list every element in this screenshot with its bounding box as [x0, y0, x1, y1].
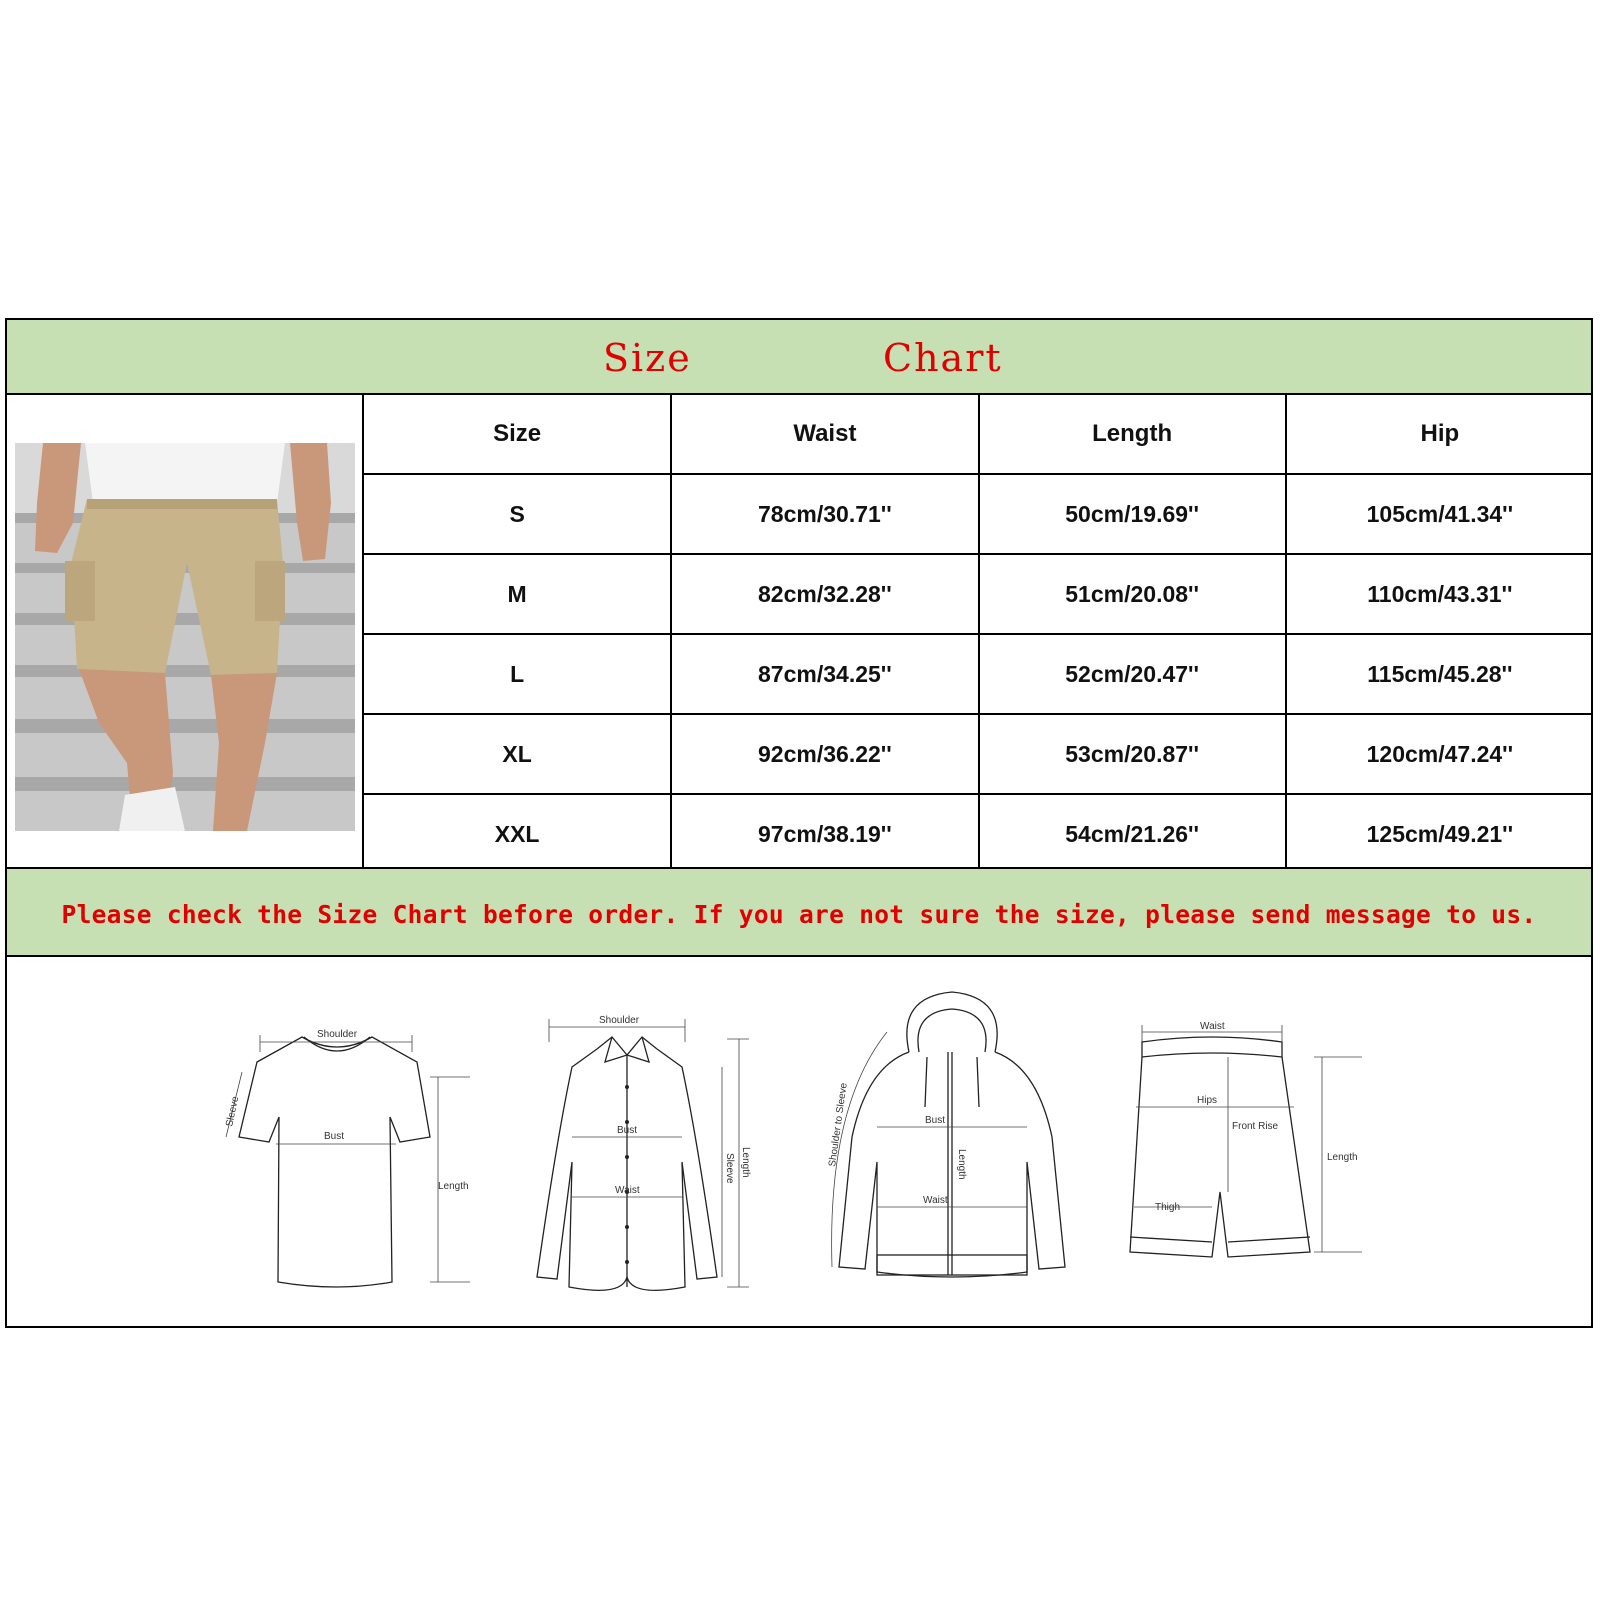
column-header: Waist	[671, 395, 978, 474]
tshirt-shoulder-label: Shoulder	[317, 1029, 358, 1040]
shorts-diagram-icon	[1122, 957, 1392, 1327]
table-cell: 87cm/34.25''	[671, 634, 978, 714]
table-cell: 78cm/30.71''	[671, 474, 978, 554]
hoodie-waist-label: Waist	[923, 1195, 948, 1206]
shirt-length-label: Length	[740, 1147, 751, 1178]
table-cell: S	[364, 474, 671, 554]
table-row	[364, 714, 1593, 794]
tshirt-sleeve-label: Sleeve	[224, 1095, 242, 1128]
table-cell: 50cm/19.69''	[979, 474, 1286, 554]
table-row	[364, 474, 1593, 554]
tshirt-length-label: Length	[438, 1181, 469, 1192]
table-cell: 125cm/49.21''	[1286, 794, 1593, 874]
table-cell: XL	[364, 714, 671, 794]
column-header: Size	[364, 395, 671, 474]
tshirt-bust-label: Bust	[324, 1131, 345, 1142]
table-cell: XXL	[364, 794, 671, 874]
table-cell: L	[364, 634, 671, 714]
shirt-bust-label: Bust	[617, 1125, 638, 1136]
product-photo-cell	[7, 395, 364, 867]
table-cell: 92cm/36.22''	[671, 714, 978, 794]
tshirt-diagram-icon	[212, 957, 482, 1327]
shorts-length-label: Length	[1327, 1152, 1358, 1163]
title-band	[7, 320, 1591, 395]
table-header-row	[364, 395, 1593, 474]
shorts-waist-label: Waist	[1200, 1021, 1225, 1032]
hoodie-diagram-icon	[827, 957, 1077, 1327]
product-photo	[15, 443, 355, 831]
table-cell: 115cm/45.28''	[1286, 634, 1593, 714]
shirt-diagram-icon	[527, 957, 777, 1327]
table-cell: 120cm/47.24''	[1286, 714, 1593, 794]
table-cell: 110cm/43.31''	[1286, 554, 1593, 634]
table-cell: 82cm/32.28''	[671, 554, 978, 634]
table-cell: 52cm/20.47''	[979, 634, 1286, 714]
hoodie-bust-label: Bust	[925, 1115, 946, 1126]
shorts-thigh-label: Thigh	[1155, 1202, 1181, 1213]
measurement-diagrams	[7, 957, 1591, 1327]
table-cell: 54cm/21.26''	[979, 794, 1286, 874]
shirt-sleeve-label: Sleeve	[724, 1153, 735, 1184]
table-cell: 51cm/20.08''	[979, 554, 1286, 634]
note-band	[7, 867, 1591, 957]
column-header: Length	[979, 395, 1286, 474]
hoodie-shoulder-to-sleeve-label: Shoulder to Sleeve	[827, 1082, 850, 1168]
table-row	[364, 634, 1593, 714]
size-chart-sheet	[5, 318, 1593, 1328]
hoodie-length-label: Length	[956, 1149, 967, 1180]
shorts-hips-label: Hips	[1197, 1095, 1218, 1106]
table-cell: 53cm/20.87''	[979, 714, 1286, 794]
size-note: Please check the Size Chart before order. If you are not sure the size, please send message to us.	[61, 900, 1537, 929]
shirt-waist-label: Waist	[615, 1185, 640, 1196]
size-table	[364, 395, 1593, 875]
table-row	[364, 794, 1593, 874]
table-row	[364, 554, 1593, 634]
table-cell: 97cm/38.19''	[671, 794, 978, 874]
table-cell: 105cm/41.34''	[1286, 474, 1593, 554]
shirt-shoulder-label: Shoulder	[599, 1015, 640, 1026]
title-word-size: Size	[603, 336, 692, 380]
table-cell: M	[364, 554, 671, 634]
title-word-chart: Chart	[883, 336, 1003, 380]
shorts-front-rise-label: Front Rise	[1232, 1121, 1279, 1132]
column-header: Hip	[1286, 395, 1593, 474]
